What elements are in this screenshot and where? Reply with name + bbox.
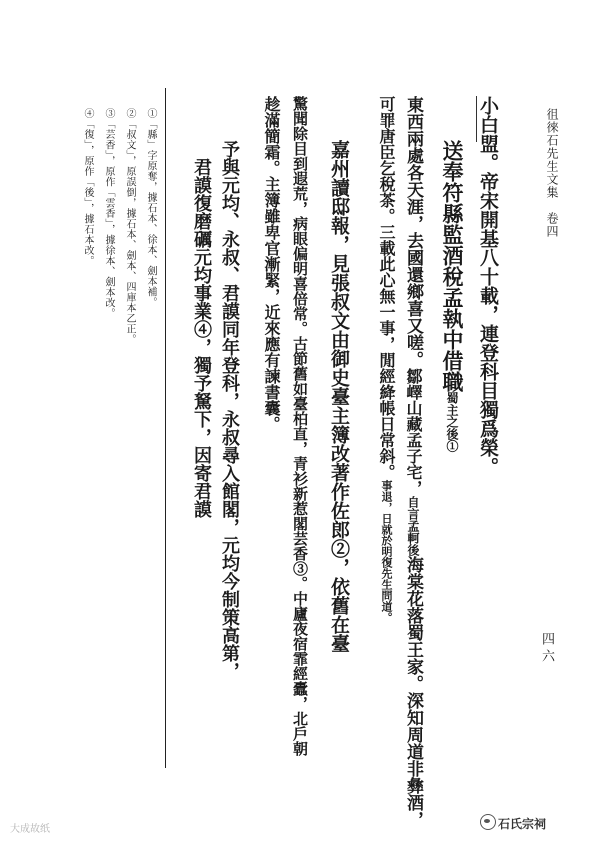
text-column-3b: 鄒嶧山藏孟子宅， <box>404 368 423 496</box>
text-column-3-note: 自言孟軻後 <box>406 496 420 556</box>
poem-title-1-note: 蜀主之後① <box>445 392 459 452</box>
text-column-3c: 海棠花落蜀王家。深知周道非彝酒， <box>403 556 423 828</box>
text-column-4-note: 事退，日就於明復先生問道。 <box>380 480 393 623</box>
poem-title-3b: 君謨復磨礪元均事業④，獨予駑下，因寄君謨 <box>191 158 212 518</box>
watermark-left: 大成故纸 <box>10 824 50 835</box>
text-column-6: 驚聞除目到遐荒，病眼偏明喜倍常。古節舊如臺柏直，青衫新惹閣芸香③。中廬夜宿霏經蠹，北戶朝 <box>291 96 309 756</box>
footnote-1: ①「縣」字原奪，據石本、徐本、劍本補。 <box>145 108 156 308</box>
text-column-3a: 東西兩處各天涯，去國還鄉喜又嗟。 <box>403 96 423 368</box>
text-column-4a: 可罪唐臣乞稅茶。三載此心無一事，閒經絳帳日常斜。 <box>377 96 396 480</box>
running-title: 徂徠石先生文集 卷四 <box>545 108 559 238</box>
footnote-4: ④「復」，原作「後」，據石本改。 <box>82 108 93 266</box>
footnote-3: ③「芸香」，原作「雲香」，據徐本、劍本改。 <box>103 108 114 319</box>
text-column-1: 小白盟。帝宋開基八十載，連登科目獨爲榮。 <box>477 96 499 476</box>
text-column-4 <box>378 96 394 623</box>
poem-title-2: 嘉州讀邸報，見張叔文由御史臺主簿改著作佐郎②，依舊在臺 <box>328 140 350 653</box>
underline-mark <box>476 96 478 142</box>
poem-title-1 <box>442 140 463 452</box>
watermark-right: 石氏宗祠 <box>498 817 547 831</box>
page-number: 四六 <box>539 632 554 666</box>
text-column-3 <box>404 96 421 828</box>
text-column-7: 趁滿簡霜。主簿雖卑官漸緊，近來應有諫書囊。 <box>262 96 281 432</box>
footnote-divider <box>165 88 166 768</box>
wechat-icon <box>480 814 496 830</box>
poem-title-3a: 予與元均、永叔、君謨同年登科，永叔尋入館閣，元均今制策高第， <box>219 140 240 680</box>
footnote-2: ②「叔文」，原誤倒，據石本、劍本、四庫本乙正。 <box>124 108 135 345</box>
poem-title-1-text: 送奉符縣監酒稅孟執中借職 <box>440 140 465 392</box>
